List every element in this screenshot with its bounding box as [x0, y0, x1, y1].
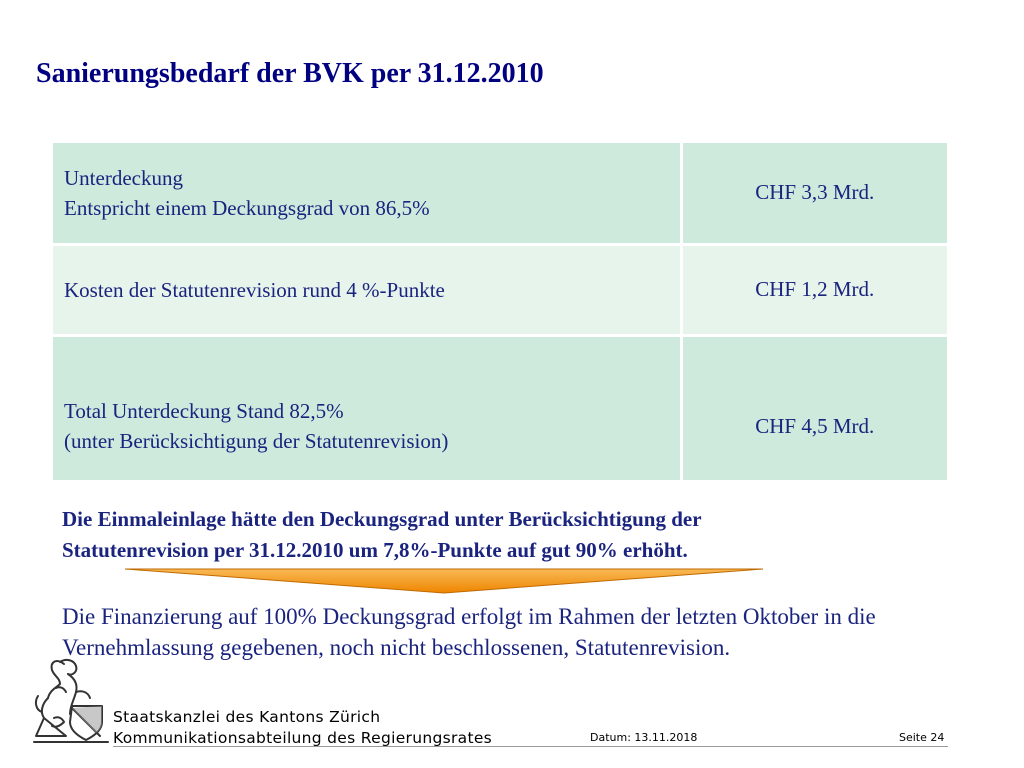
table-row	[53, 143, 947, 244]
row-label	[53, 143, 681, 244]
row-label	[53, 335, 681, 480]
zurich-lion-coat-of-arms-icon	[30, 656, 110, 746]
org-line: Staatskanzlei des Kantons Zürich	[113, 708, 381, 726]
body-line: Vernehmlassung gegebenen, noch nicht beschlossenen, Statutenrevision.	[62, 635, 731, 660]
row-value: CHF 1,2 Mrd.	[681, 244, 947, 335]
slide-title: Sanierungsbedarf der BVK per 31.12.2010	[36, 58, 544, 89]
table-row	[53, 244, 947, 335]
row-label-line: Unterdeckung	[64, 165, 183, 190]
org-line: Kommunikationsabteilung des Regierungsrates	[113, 729, 493, 747]
table-row	[53, 335, 947, 480]
row-label-line: (unter Berücksichtigung der Statutenrevision)	[64, 429, 449, 454]
row-label-line: Kosten der Statutenrevision rund 4 %-Punkte	[64, 277, 445, 302]
row-label-line: Total Unterdeckung Stand 82,5%	[64, 399, 344, 424]
body-line: Die Finanzierung auf 100% Deckungsgrad erfolgt im Rahmen der letzten Oktober in die	[62, 604, 876, 629]
row-value: CHF 4,5 Mrd.	[681, 335, 947, 480]
highlight-paragraph	[62, 504, 942, 566]
deficit-table	[53, 143, 947, 480]
highlight-line: Statutenrevision per 31.12.2010 um 7,8%-Punkte auf gut 90% erhöht.	[62, 538, 688, 562]
organization-name	[113, 707, 492, 749]
footer-date: Datum: 13.11.2018	[590, 731, 698, 744]
highlight-line: Die Einmaleinlage hätte den Deckungsgrad unter Berücksichtigung der	[62, 507, 702, 531]
down-pointing-arrow-icon	[124, 568, 764, 594]
page-number: Seite 24	[899, 731, 945, 744]
row-label	[53, 244, 681, 335]
row-value: CHF 3,3 Mrd.	[681, 143, 947, 244]
footer-divider	[113, 746, 948, 747]
body-paragraph	[62, 601, 1002, 663]
row-label-line: Entspricht einem Deckungsgrad von 86,5%	[64, 195, 430, 220]
